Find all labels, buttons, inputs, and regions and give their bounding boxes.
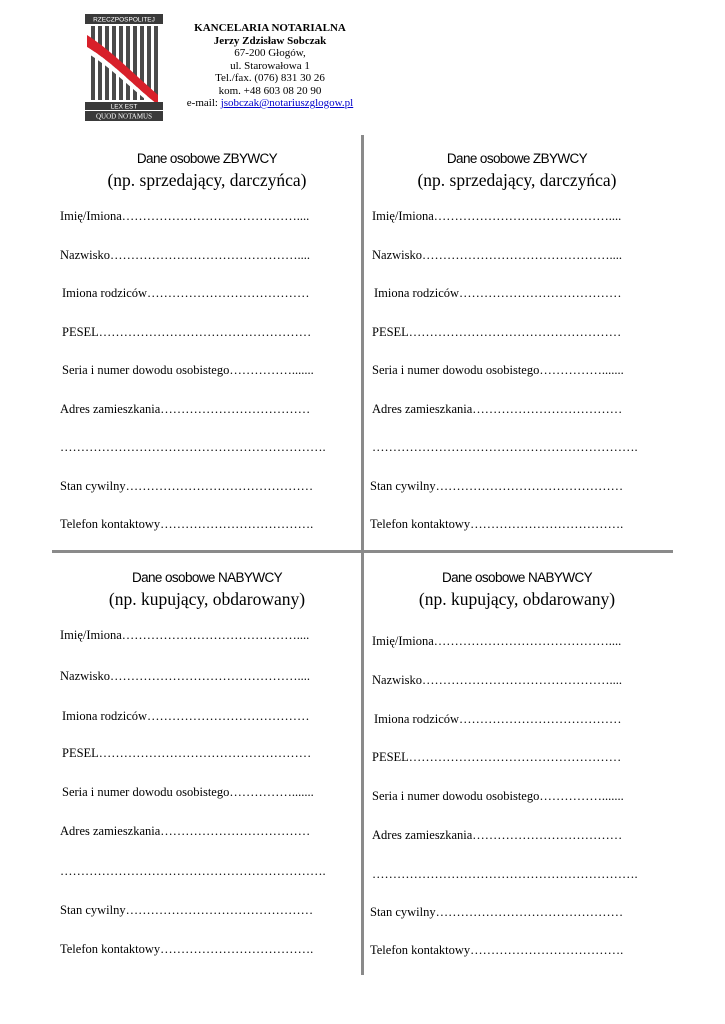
pesel-field[interactable]: PESEL…………………………………………… [372,325,622,339]
marital-status-field[interactable]: Stan cywilny……………………………………… [60,903,314,917]
buyer-panel-left [52,569,362,969]
first-names-field[interactable]: Imię/Imiona…………………………………….... [60,209,310,223]
address-field[interactable]: Adres zamieszkania……………………………… [60,402,311,416]
surname-field[interactable]: Nazwisko……………………………………….... [60,669,310,683]
marital-status-field[interactable]: Stan cywilny……………………………………… [370,479,624,493]
address-continuation-field[interactable]: ………………………………………………………. [372,867,638,881]
parents-names-field[interactable]: Imiona rodziców………………………………… [62,286,310,300]
id-card-field[interactable]: Seria i numer dowodu osobistego……………....... [62,785,314,799]
seller-panel-left [52,150,362,540]
surname-field[interactable]: Nazwisko……………………………………….... [372,673,622,687]
seller-panel-right [362,150,672,540]
notary-logo [83,13,165,122]
phone-field[interactable]: Telefon kontaktowy………………………………. [60,517,314,531]
id-card-field[interactable]: Seria i numer dowodu osobistego……………....... [372,363,624,377]
phone-fax: Tel./fax. (076) 831 30 26 [215,72,325,84]
phone-field[interactable]: Telefon kontaktowy………………………………. [370,517,624,531]
svg-text:QUOD NOTAMUS: QUOD NOTAMUS [95,112,153,121]
address-field[interactable]: Adres zamieszkania……………………………… [372,402,623,416]
panel-title: Dane osobowe NABYWCY [131,570,283,585]
pesel-field[interactable]: PESEL…………………………………………… [372,750,622,764]
street-address: ul. Starowałowa 1 [230,59,310,72]
address-continuation-field[interactable]: ………………………………………………………. [60,440,326,454]
panel-subtitle: (np. kupujący, obdarowany) [418,589,616,609]
buyer-panel-right [362,569,672,969]
svg-text:LEX EST: LEX EST [110,103,138,111]
marital-status-field[interactable]: Stan cywilny……………………………………… [370,905,624,919]
parents-names-field[interactable]: Imiona rodziców………………………………… [374,286,622,300]
first-names-field[interactable]: Imię/Imiona…………………………………….... [60,628,310,642]
panel-subtitle: (np. sprzedający, darczyńca) [107,170,307,190]
address-field[interactable]: Adres zamieszkania……………………………… [372,828,623,842]
email-line [170,97,370,110]
parents-names-field[interactable]: Imiona rodziców………………………………… [62,709,310,723]
svg-text:RZECZPOSPOLITEJ: RZECZPOSPOLITEJ [93,16,155,24]
address-continuation-field[interactable]: ………………………………………………………. [372,440,638,454]
panel-title: Dane osobowe NABYWCY [441,570,593,585]
email-link[interactable]: jsobczak@notariuszglogow.pl [220,97,354,109]
pesel-field[interactable]: PESEL…………………………………………… [62,746,312,760]
id-card-field[interactable]: Seria i numer dowodu osobistego……………....... [372,789,624,803]
pesel-field[interactable]: PESEL…………………………………………… [62,325,312,339]
panel-title: Dane osobowe ZBYWCY [446,151,588,166]
phone-field[interactable]: Telefon kontaktowy………………………………. [370,943,624,957]
surname-field[interactable]: Nazwisko……………………………………….... [372,248,622,262]
email-label: e-mail: [186,97,218,109]
first-names-field[interactable]: Imię/Imiona…………………………………….... [372,634,622,648]
id-card-field[interactable]: Seria i numer dowodu osobistego……………....... [62,363,314,377]
phone-field[interactable]: Telefon kontaktowy………………………………. [60,942,314,956]
horizontal-divider [52,550,673,553]
panel-subtitle: (np. sprzedający, darczyńca) [417,170,617,190]
surname-field[interactable]: Nazwisko……………………………………….... [60,248,310,262]
parents-names-field[interactable]: Imiona rodziców………………………………… [374,712,622,726]
first-names-field[interactable]: Imię/Imiona…………………………………….... [372,209,622,223]
mobile-phone: kom. +48 603 08 20 90 [218,84,322,97]
notary-name: Jerzy Zdzisław Sobczak [213,34,327,47]
panel-subtitle: (np. kupujący, obdarowany) [108,589,306,609]
office-name: KANCELARIA NOTARIALNA [194,22,346,34]
postal-city: 67-200 Głogów, [234,47,306,59]
marital-status-field[interactable]: Stan cywilny……………………………………… [60,479,314,493]
panel-title: Dane osobowe ZBYWCY [136,151,278,166]
office-address-block [170,22,370,110]
address-continuation-field[interactable]: ………………………………………………………. [60,864,326,878]
address-field[interactable]: Adres zamieszkania……………………………… [60,824,311,838]
